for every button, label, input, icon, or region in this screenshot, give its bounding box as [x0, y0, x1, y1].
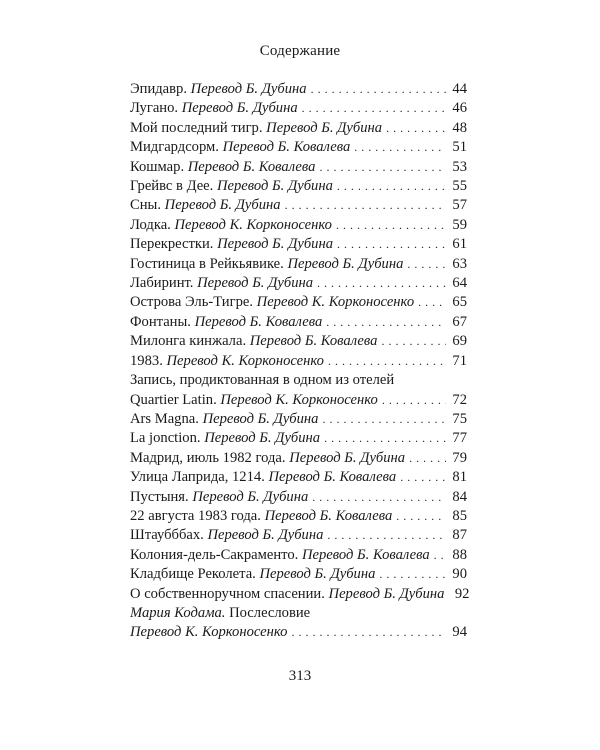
entry-page-number: 90 [452, 566, 467, 583]
entry-heading [130, 565, 375, 584]
entry-page-number: 71 [452, 352, 467, 369]
entry-title: Перекрестки. [130, 236, 214, 253]
leader-dots [322, 410, 446, 429]
entry-title: Колония-дель-Сакраменто. [130, 546, 299, 563]
entry-page-number: 48 [452, 119, 467, 136]
toc-entry [130, 216, 467, 235]
toc-entry [130, 80, 467, 99]
toc-entry-line [130, 332, 467, 351]
entry-translator: Перевод Б. Дубина [202, 410, 319, 427]
entry-title: Ars Magna. [130, 410, 199, 427]
entry-title: Острова Эль-Тигре. [130, 294, 253, 311]
entry-translator: Перевод К. Корконосенко [174, 216, 332, 233]
entry-title: Мой последний тигр. [130, 119, 263, 136]
toc-entry [130, 138, 467, 157]
entry-page-number: 75 [452, 410, 467, 427]
entry-author: Мария Кодама. [130, 604, 226, 621]
entry-title: Quartier Latin. [130, 391, 217, 408]
toc-entry [130, 507, 467, 526]
leader-dots [317, 274, 446, 293]
entry-page-number: 81 [452, 469, 467, 486]
toc-entry [130, 235, 467, 254]
entry-translator: Перевод Б. Дубина [181, 100, 298, 117]
page-number: 313 [288, 668, 312, 684]
toc-entry-line [130, 313, 467, 332]
entry-heading [130, 274, 313, 293]
entry-heading [130, 177, 333, 196]
entry-page-number: 79 [452, 449, 467, 466]
entry-heading [130, 293, 414, 312]
toc-entry-line [130, 119, 467, 138]
toc-entry-line [130, 410, 467, 429]
leader-dots [285, 196, 446, 215]
entry-translator: Перевод Б. Дубина [207, 527, 324, 544]
entry-page-number: 72 [452, 391, 467, 408]
toc-entry-line [130, 274, 467, 293]
toc-entry [130, 196, 467, 215]
entry-page-number: 64 [452, 275, 467, 292]
toc-entry [130, 274, 467, 293]
entry-page-number: 69 [452, 333, 467, 350]
toc-entry [130, 371, 467, 410]
entry-translator: Перевод Б. Ковалева [268, 469, 397, 486]
toc-entry [130, 313, 467, 332]
leader-dots [327, 526, 446, 545]
leader-dots [336, 216, 446, 235]
entry-translator: Перевод Б. Дубина [192, 488, 309, 505]
entry-heading [130, 99, 298, 118]
entry-heading [130, 313, 322, 332]
entry-page-number: 77 [452, 430, 467, 447]
entry-heading [130, 410, 318, 429]
toc-entry [130, 546, 467, 565]
leader-dots [291, 623, 446, 642]
entry-heading [130, 623, 287, 642]
entry-heading [130, 80, 307, 99]
running-header: Содержание [259, 43, 341, 59]
entry-title: 1983. [130, 352, 163, 369]
entry-page-number: 85 [452, 507, 467, 524]
leader-dots [337, 177, 446, 196]
toc-entry-line [130, 468, 467, 487]
entry-title: Мидгардсорм. [130, 139, 219, 156]
entry-translator: Перевод Б. Ковалева [249, 333, 378, 350]
leader-dots [319, 158, 446, 177]
toc-entry-line [130, 80, 467, 99]
toc-entry-line [130, 429, 467, 448]
entry-translator: Перевод Б. Дубина [216, 178, 333, 195]
entry-heading [130, 429, 320, 448]
entry-title: 22 августа 1983 года. [130, 507, 261, 524]
entry-title: Милонга кинжала. [130, 333, 247, 350]
entry-title: О собственноручном спасении. [130, 585, 325, 602]
toc-entry-line [130, 138, 467, 157]
leader-dots [400, 468, 446, 487]
entry-translator: Перевод Б. Дубина [328, 585, 445, 602]
entry-title: Сны. [130, 197, 161, 214]
toc-entry-line [130, 507, 467, 526]
toc-entry [130, 585, 470, 604]
toc-entry-line [130, 216, 467, 235]
entry-title: Лодка. [130, 216, 171, 233]
leader-dots [386, 119, 446, 138]
toc-entry [130, 352, 467, 371]
entry-heading [130, 216, 332, 235]
toc-entry-line [130, 177, 467, 196]
entry-title: Кошмар. [130, 158, 185, 175]
entry-title: La jonction. [130, 430, 201, 447]
leader-dots [328, 352, 446, 371]
toc-entry-line [130, 352, 467, 371]
entry-translator: Перевод Б. Дубина [266, 119, 383, 136]
toc-entry-first-line [130, 604, 467, 623]
entry-heading [130, 235, 333, 254]
entry-page-number: 94 [452, 624, 467, 641]
leader-dots [396, 507, 446, 526]
entry-translator: Перевод Б. Дубина [197, 275, 314, 292]
entry-title: Грейвс в Дее. [130, 178, 214, 195]
entry-translator: Перевод К. Корконосенко [220, 391, 378, 408]
entry-title: Улица Лаприда, 1214. [130, 469, 265, 486]
toc-entry-first-line [130, 371, 467, 390]
entry-heading [130, 468, 396, 487]
leader-dots [312, 488, 446, 507]
toc-entry [130, 429, 467, 448]
entry-translator: Перевод Б. Ковалева [264, 507, 393, 524]
leader-dots [324, 429, 446, 448]
entry-title: Эпидавр. [130, 81, 187, 97]
toc-entry [130, 332, 467, 351]
entry-title: Штаубббах. [130, 527, 204, 544]
leader-dots [354, 138, 446, 157]
entry-translator: Перевод Б. Дубина [217, 236, 334, 253]
entry-page-number: 53 [452, 158, 467, 175]
entry-page-number: 55 [452, 178, 467, 195]
toc-entry [130, 488, 467, 507]
leader-dots [311, 80, 446, 99]
toc-entry [130, 604, 467, 643]
toc-entry [130, 565, 467, 584]
entry-heading [130, 119, 382, 138]
entry-translator: Перевод Б. Дубина [287, 255, 404, 272]
toc-entry [130, 158, 467, 177]
leader-dots [382, 391, 446, 410]
entry-translator: Перевод Б. Дубина [259, 566, 376, 583]
toc-entry-line [130, 488, 467, 507]
entry-translator: Перевод К. Корконосенко [166, 352, 324, 369]
leader-dots [337, 235, 446, 254]
toc-entry [130, 449, 467, 468]
entry-translator: Перевод Б. Ковалева [187, 158, 316, 175]
entry-heading [130, 488, 308, 507]
entry-title: Послесловие [229, 604, 311, 621]
toc-entry-line [130, 565, 467, 584]
leader-dots [326, 313, 446, 332]
leader-dots [379, 565, 446, 584]
toc-entry [130, 99, 467, 118]
entry-page-number: 87 [452, 527, 467, 544]
leader-dots [434, 546, 446, 565]
toc-entry-line [130, 391, 467, 410]
entry-page-number: 51 [452, 139, 467, 156]
entry-heading [130, 352, 324, 371]
toc-entry [130, 468, 467, 487]
leader-dots [407, 255, 446, 274]
toc-entry [130, 293, 467, 312]
entry-title: Мадрид, июль 1982 года. [130, 449, 286, 466]
entry-translator: Перевод Б. Дубина [164, 197, 281, 214]
toc-entry-line [130, 449, 467, 468]
entry-translator: Перевод Б. Дубина [190, 81, 307, 97]
entry-page-number: 67 [452, 313, 467, 330]
toc-entry-line [130, 235, 467, 254]
toc-entry-line [130, 293, 467, 312]
entry-page-number: 65 [452, 294, 467, 311]
entry-heading [130, 391, 378, 410]
entry-translator: Перевод Б. Ковалева [222, 139, 351, 156]
entry-page-number: 63 [452, 255, 467, 272]
entry-translator: Перевод Б. Ковалева [194, 313, 323, 330]
entry-translator: Перевод Б. Ковалева [301, 546, 430, 563]
toc-entry [130, 255, 467, 274]
entry-heading [130, 585, 444, 604]
entry-heading [130, 546, 430, 565]
entry-translator: Перевод Б. Дубина [289, 449, 406, 466]
entry-page-number: 44 [452, 81, 467, 97]
entry-page-number: 46 [452, 100, 467, 117]
toc-entry-line [130, 255, 467, 274]
toc-entry [130, 526, 467, 545]
leader-dots [418, 293, 446, 312]
entry-heading [130, 332, 377, 351]
toc-entry-line [130, 623, 467, 642]
entry-title: Гостиница в Рейкьявике. [130, 255, 284, 272]
entry-title: Пустыня. [130, 488, 189, 505]
entry-heading [130, 507, 392, 526]
entry-page-number: 61 [452, 236, 467, 253]
leader-dots [302, 99, 446, 118]
entry-heading [130, 449, 405, 468]
toc-entry-line [130, 158, 467, 177]
entry-title: Лабиринт. [130, 275, 194, 292]
leader-dots [381, 332, 446, 351]
entry-page-number: 57 [452, 197, 467, 214]
entry-title: Кладбище Реколета. [130, 566, 256, 583]
table-of-contents [130, 80, 470, 643]
toc-entry-line [130, 526, 467, 545]
entry-page-number: 92 [454, 585, 470, 602]
entry-translator: Перевод Б. Дубина [204, 430, 321, 447]
entry-title: Фонтаны. [130, 313, 191, 330]
toc-entry [130, 177, 467, 196]
entry-page-number: 84 [452, 488, 467, 505]
entry-heading [130, 526, 323, 545]
leader-dots [409, 449, 446, 468]
entry-heading [130, 196, 281, 215]
entry-title: Лугано. [130, 100, 179, 117]
toc-entry [130, 410, 467, 429]
entry-translator: Перевод К. Корконосенко [130, 624, 288, 641]
toc-entry-line [130, 196, 467, 215]
entry-title-line1: Запись, продиктованная в одном из отелей [130, 372, 395, 389]
entry-heading [130, 255, 403, 274]
entry-heading [130, 158, 315, 177]
entry-page-number: 88 [452, 546, 467, 563]
toc-entry-line [130, 99, 467, 118]
toc-entry-line [130, 585, 470, 604]
toc-entry-line [130, 546, 467, 565]
entry-translator: Перевод К. Корконосенко [256, 294, 415, 311]
entry-heading [130, 138, 350, 157]
toc-entry [130, 119, 467, 138]
entry-page-number: 59 [452, 216, 467, 233]
